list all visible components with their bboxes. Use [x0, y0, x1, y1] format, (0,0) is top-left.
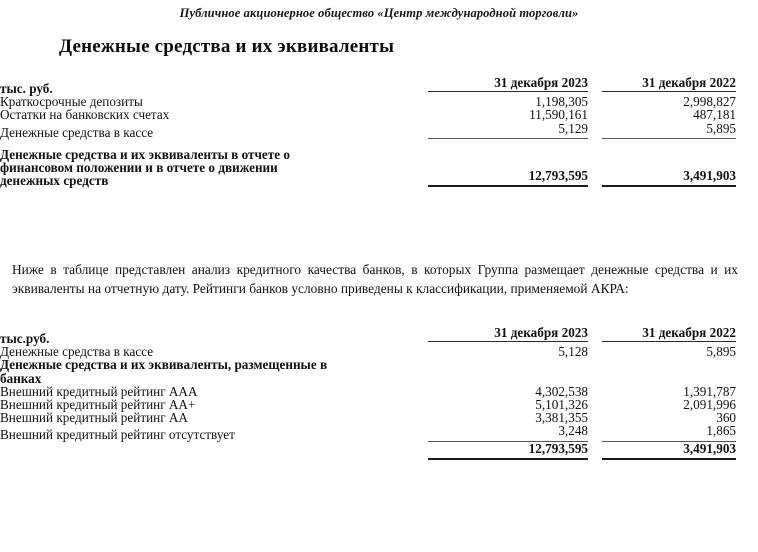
column-header-2022-text: 31 декабря 2022	[602, 76, 736, 92]
subheading-line-2: банках	[0, 370, 42, 386]
table-header-row	[0, 76, 758, 95]
total-label-line-1: Денежные средства и их эквиваленты в отчете о	[0, 146, 291, 162]
row-label: Остатки на банковских счетах	[0, 107, 170, 123]
table-header-row	[0, 326, 758, 345]
subheading-value-2022	[602, 358, 758, 384]
row-value-2022: 1,391,787	[683, 383, 736, 399]
row-label: Внешний кредитный рейтинг отсутствует	[0, 427, 235, 443]
total-value-2023-text: 12,793,595	[428, 169, 588, 187]
row-value-2022	[602, 122, 758, 139]
row-value-2023: 3,381,355	[535, 410, 588, 426]
unit-label: тыс.руб.	[0, 331, 50, 346]
total-value-2022	[602, 442, 758, 460]
total-label	[0, 442, 428, 460]
column-gap	[588, 345, 602, 358]
table-row	[0, 108, 758, 121]
unit-label: тыс. руб.	[0, 81, 53, 96]
row-value-2022: 5,895	[706, 344, 736, 360]
total-value-2022-text: 3,491,903	[602, 169, 736, 187]
column-gap	[588, 122, 602, 139]
column-gap	[588, 358, 602, 384]
total-value-2022	[602, 148, 758, 188]
total-label-line-2: финансовом положении и в отчете о движении	[0, 160, 278, 176]
row-label: Денежные средства в кассе	[0, 124, 154, 140]
row-value-2022: 487,181	[693, 107, 736, 123]
subheading-label	[0, 358, 428, 384]
column-gap	[588, 108, 602, 121]
row-value-2022: 2,998,827	[683, 94, 736, 110]
row-label: Краткосрочные депозиты	[0, 94, 143, 110]
row-value-2022: 360	[716, 410, 736, 426]
row-value-2022-text: 1,865	[602, 424, 736, 441]
total-label-line-3: денежных средств	[0, 173, 109, 189]
column-header-2023	[428, 76, 588, 95]
column-header-2023-text: 31 декабря 2023	[428, 76, 588, 92]
row-value-2022: 2,091,996	[683, 397, 736, 413]
subheading-value-2023	[428, 358, 588, 384]
running-header: Публичное акционерное общество «Центр международной торговли»	[179, 6, 579, 20]
column-gap	[588, 398, 602, 411]
row-label: Внешний кредитный рейтинг АА+	[0, 397, 196, 413]
column-header-2022	[602, 326, 758, 345]
row-value-2023: 5,101,326	[535, 397, 588, 413]
table-row	[0, 122, 758, 139]
total-value-2022-text: 3,491,903	[602, 442, 736, 460]
column-gap	[588, 385, 602, 398]
table-row	[0, 424, 758, 441]
table-row	[0, 411, 758, 424]
row-value-2023: 5,128	[558, 344, 588, 360]
row-label: Внешний кредитный рейтинг ААА	[0, 383, 198, 399]
row-label: Денежные средства в кассе	[0, 344, 154, 360]
page-title: Денежные средства и их эквиваленты	[59, 36, 395, 57]
column-gap	[588, 411, 602, 424]
column-gap	[588, 95, 602, 108]
row-value-2023: 11,590,161	[529, 107, 588, 123]
row-value-2023-text: 5,129	[428, 122, 588, 139]
total-value-2023	[428, 442, 588, 460]
row-value-2022-text: 5,895	[602, 122, 736, 139]
column-header-2022	[602, 76, 758, 95]
bank-credit-quality-table	[0, 326, 758, 460]
table-subheading-row	[0, 358, 758, 384]
subheading-line-1: Денежные средства и их эквиваленты, размещенные в	[0, 357, 328, 373]
column-header-2023-text: 31 декабря 2023	[428, 326, 588, 342]
column-gap	[588, 76, 602, 95]
table-total-row	[0, 442, 758, 460]
body-paragraph: Ниже в таблице представлен анализ кредитного качества банков, в которых Группа размещает денежные средства и их эквиваленты на отчетную дату. Рейтинги банков условно приведены к классификации, применяемой АКРА:	[12, 262, 738, 297]
cash-and-equivalents-table	[0, 76, 758, 187]
table-total-row	[0, 148, 758, 188]
column-header-2023	[428, 326, 588, 345]
column-gap	[588, 148, 602, 188]
column-header-2022-text: 31 декабря 2022	[602, 326, 736, 342]
row-value-2023-text: 3,248	[428, 424, 588, 441]
row-value-2022	[602, 424, 758, 441]
total-label	[0, 148, 428, 188]
column-gap	[588, 442, 602, 460]
total-value-2023-text: 12,793,595	[428, 442, 588, 460]
row-value-2023	[428, 122, 588, 139]
total-value-2023	[428, 148, 588, 188]
row-value-2023: 1,198,305	[535, 94, 588, 110]
column-gap	[588, 326, 602, 345]
row-label: Внешний кредитный рейтинг АА	[0, 410, 188, 426]
row-value-2023	[428, 424, 588, 441]
row-value-2023: 4,302,538	[535, 383, 588, 399]
column-gap	[588, 424, 602, 441]
